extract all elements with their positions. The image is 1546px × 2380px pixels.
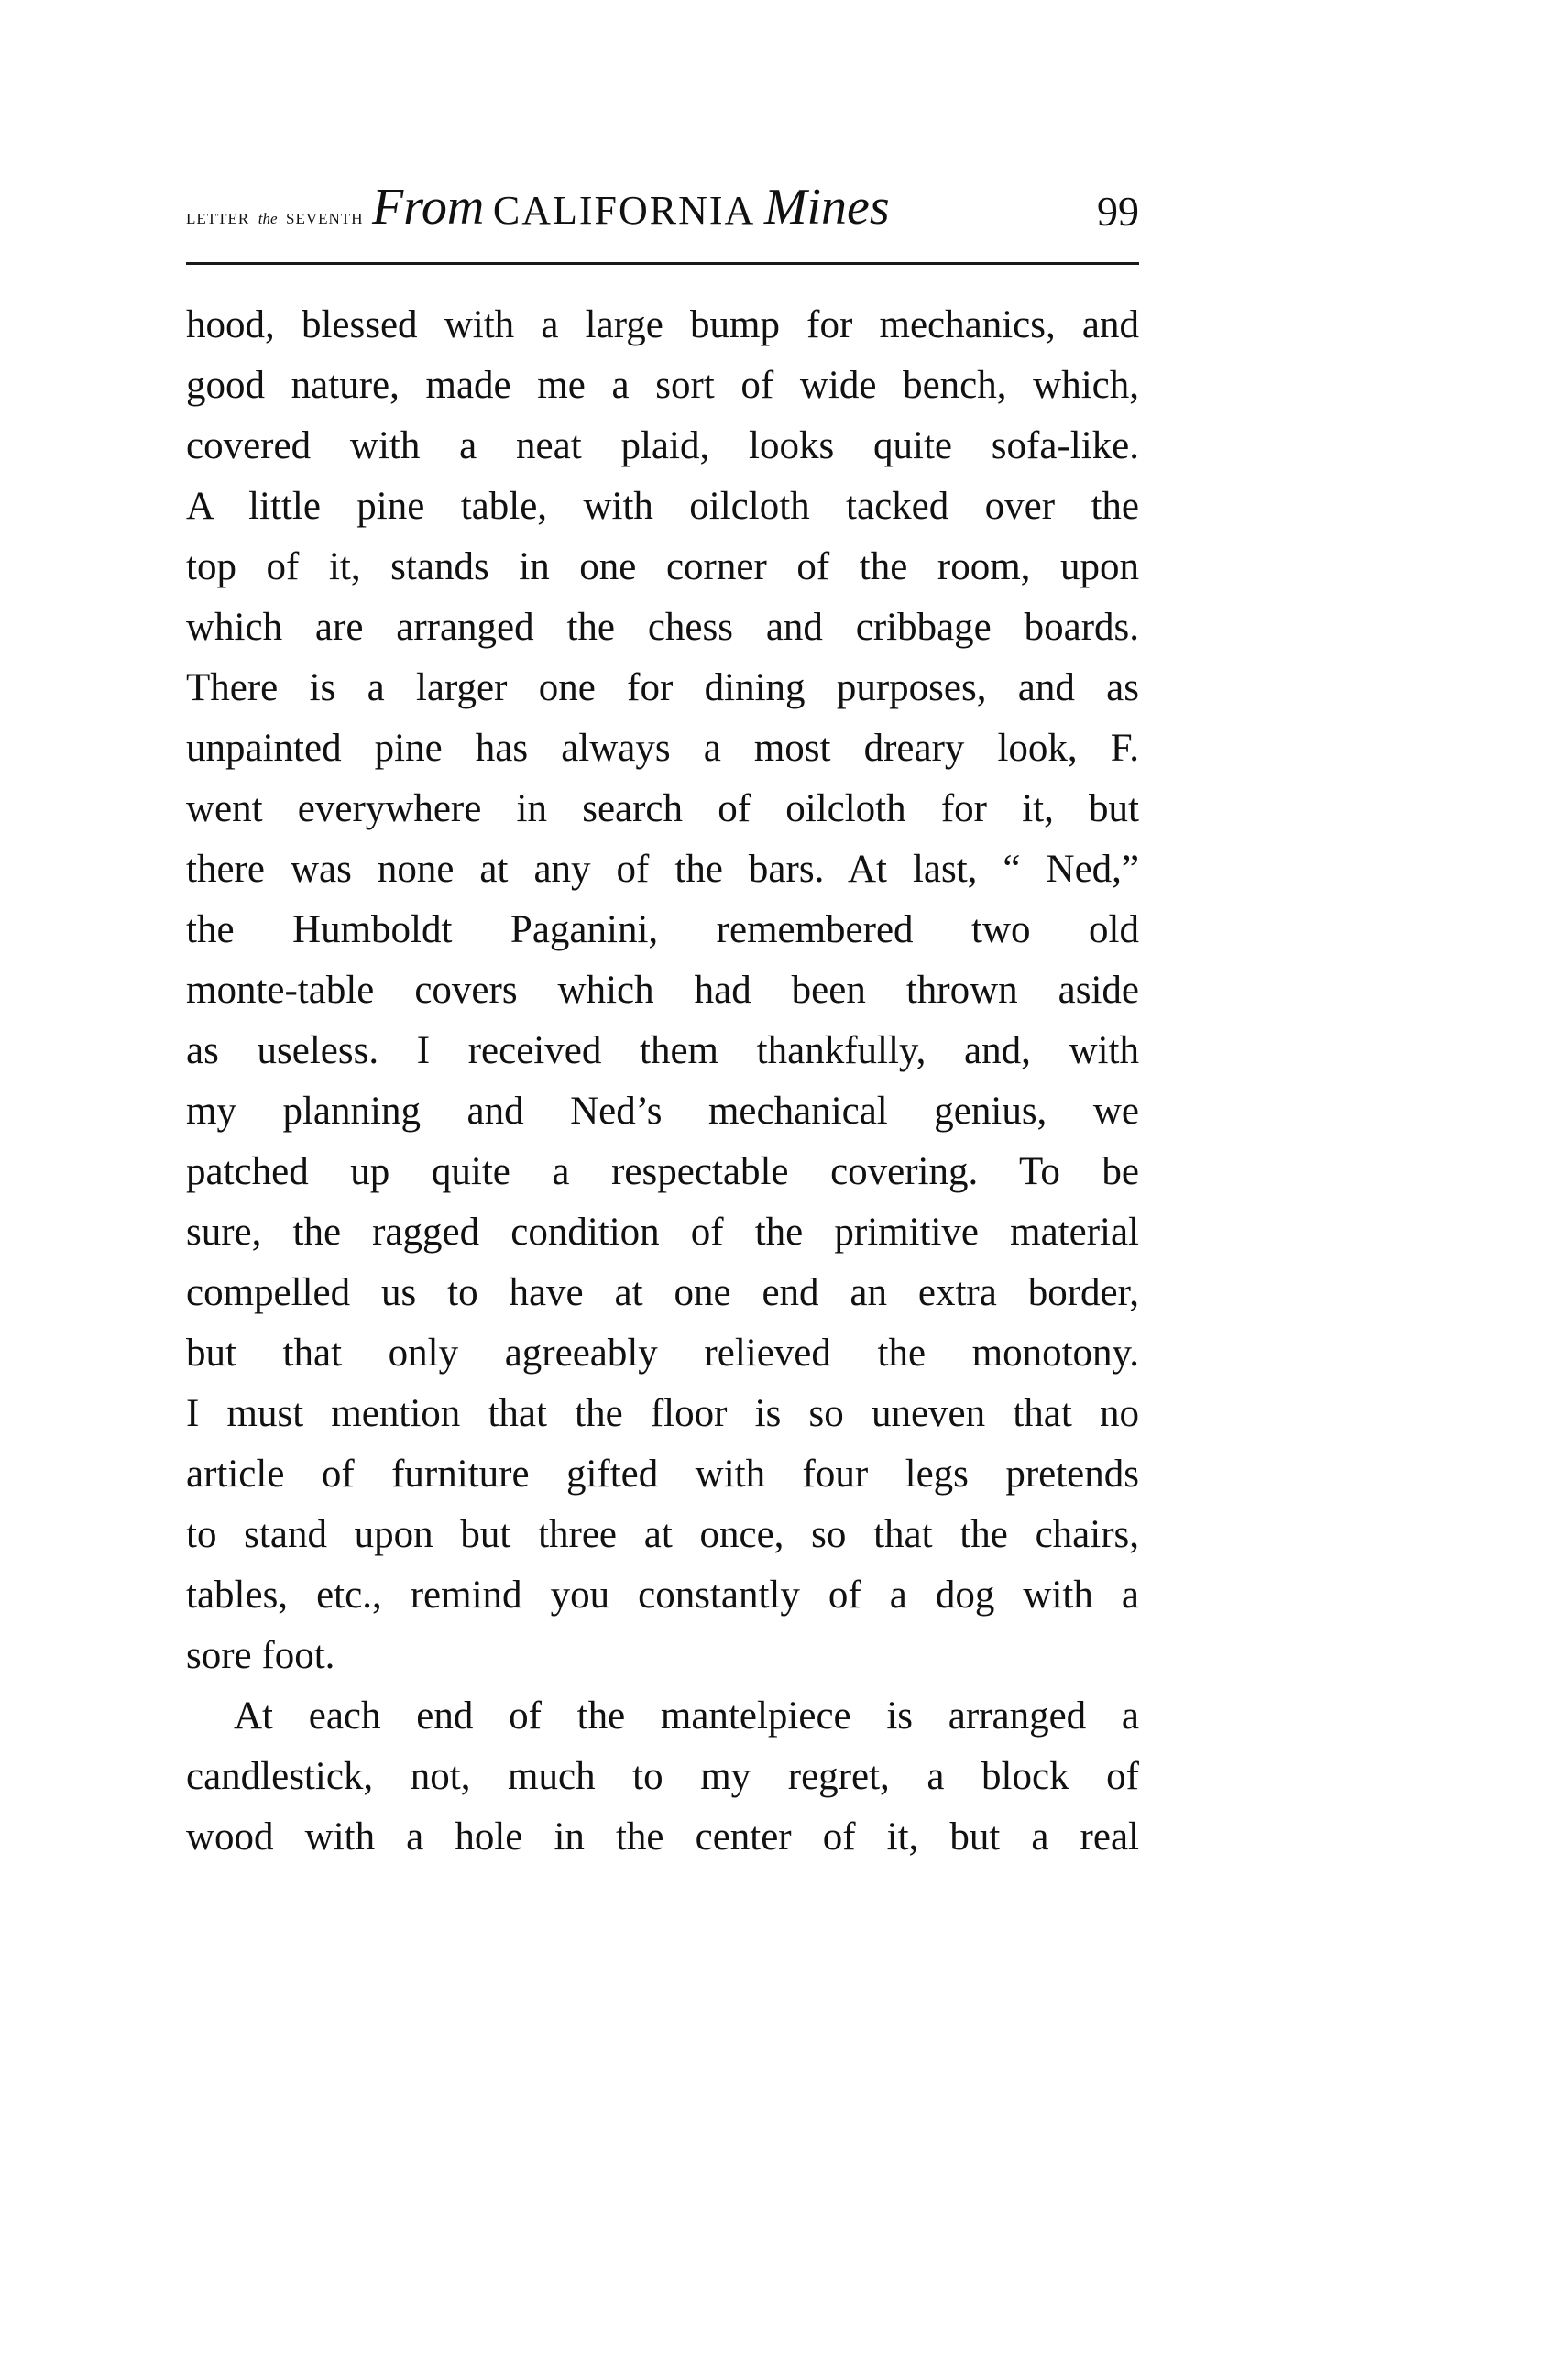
text-line: patched up quite a respectable covering. To be [186, 1150, 1139, 1193]
text-line: my planning and Ned’s mechanical genius, we [186, 1090, 1139, 1133]
text-line: compelled us to have at one end an extra border, [186, 1271, 1139, 1314]
text-line: I must mention that the floor is so uneven that no [186, 1392, 1139, 1435]
text-line: as useless. I received them thankfully, and, with [186, 1029, 1139, 1072]
text-line: monte-table covers which had been thrown aside [186, 969, 1139, 1012]
running-head-the: the [258, 210, 278, 227]
text-line: tables, etc., remind you constantly of a dog with a [186, 1574, 1139, 1617]
text-line: candlestick, not, much to my regret, a block of [186, 1755, 1139, 1798]
text-line: to stand upon but three at once, so that the chairs, [186, 1513, 1139, 1556]
running-head-mines: Mines [763, 179, 890, 236]
text-line: went everywhere in search of oilcloth for it, but [186, 787, 1139, 830]
running-head [186, 180, 1139, 253]
text-line: top of it, stands in one corner of the room, upon [186, 545, 1139, 588]
text-line: sure, the ragged condition of the primitive material [186, 1211, 1139, 1254]
text-line: There is a larger one for dining purposes, and as [186, 666, 1139, 709]
text-line: article of furniture gifted with four legs pretends [186, 1453, 1139, 1496]
text-line: the Humboldt Paganini, remembered two old [186, 908, 1139, 951]
text-line-paragraph-end: sore foot. [186, 1634, 335, 1677]
page-number: 99 [1097, 188, 1139, 235]
text-line-paragraph-start: At each end of the mantelpiece is arranged a [234, 1695, 1139, 1738]
text-line: there was none at any of the bars. At last, “ Ned,” [186, 848, 1139, 891]
text-line: which are arranged the chess and cribbage boards. [186, 606, 1139, 649]
header-rule [186, 262, 1139, 265]
text-line: wood with a hole in the center of it, but a real [186, 1815, 1139, 1859]
body-text [186, 295, 1139, 1868]
text-line: good nature, made me a sort of wide bench, which, [186, 364, 1139, 407]
text-line: covered with a neat plaid, looks quite sofa-like. [186, 424, 1139, 467]
text-line: unpainted pine has always a most dreary look, F. [186, 727, 1139, 770]
running-head-title [186, 179, 890, 236]
running-head-california: CALIFORNIA [492, 188, 756, 233]
running-head-letter: LETTER [186, 210, 250, 227]
running-head-seventh: SEVENTH [286, 210, 364, 227]
running-head-from: From [372, 179, 485, 236]
text-line: A little pine table, with oilcloth tacked over the [186, 485, 1139, 528]
text-line: but that only agreeably relieved the monotony. [186, 1332, 1139, 1375]
text-line: hood, blessed with a large bump for mechanics, and [186, 303, 1139, 346]
